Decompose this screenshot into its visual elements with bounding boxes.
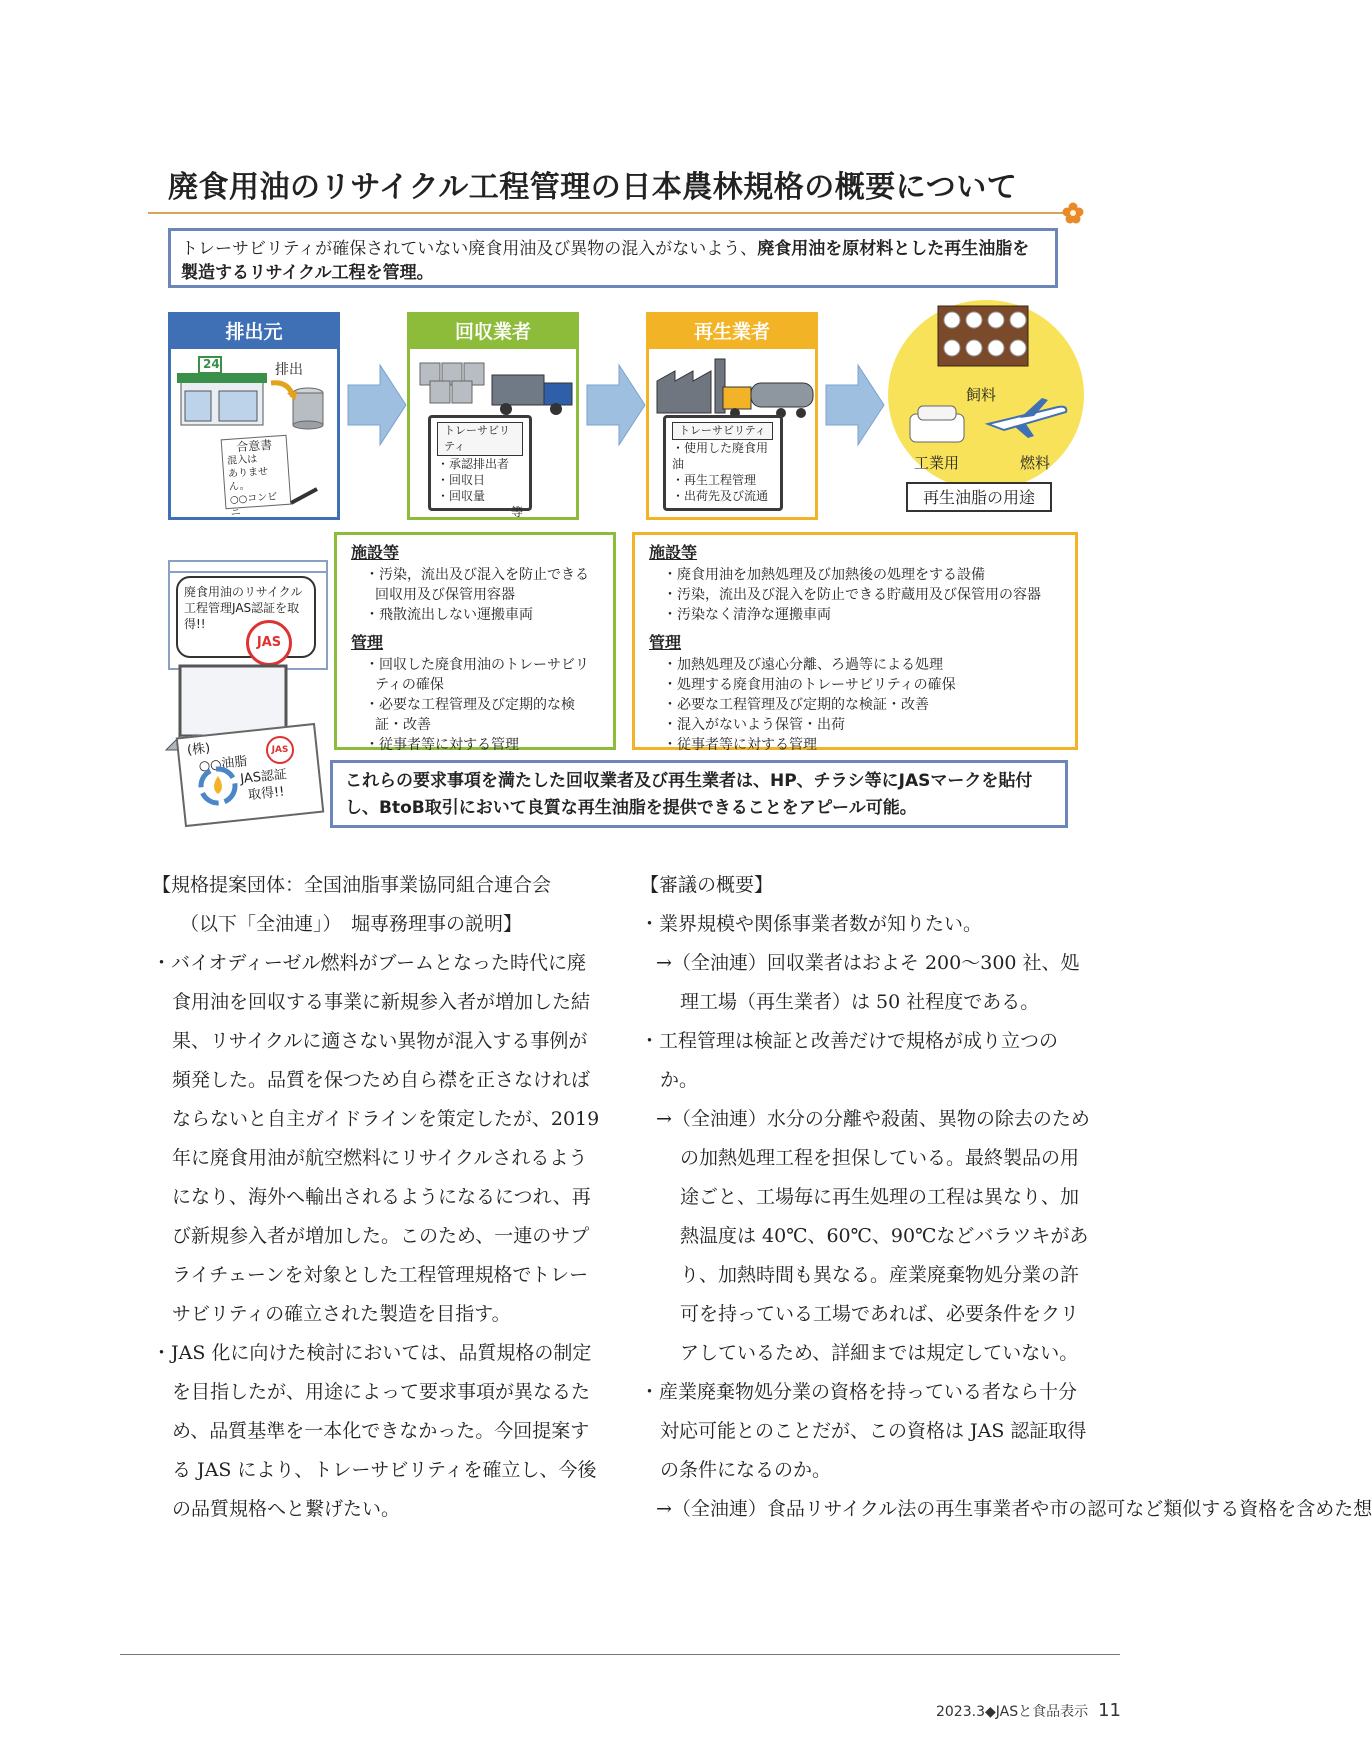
left-paragraph: ・バイオディーゼル燃料がブームとなった時代に廃食用油を回収する事業に新規参入者が増加した結果、リサイクルに適さない異物が混入する事例が頻発した。品質を保つため自ら襟を正さなければならないと自主ガイドラインを策定したが、2019 年に廃食用油が航空燃料にリサイクルされるようになり、海外へ輸出されるようになるにつれ、再び新規参入者が増加した。このため、一連のサプライチェーンを対象とした工程管理規格でトレーサビリティの確立された製造を目指す。 <box>152 952 600 1325</box>
answer-item: →（全油連）回収業者はおよそ 200〜300 社、処理工場（再生業者）は 50 社程度である。 <box>656 952 1080 1013</box>
recycler-header: 再生業者 <box>649 315 815 349</box>
board-item: 等 <box>510 505 523 519</box>
right-column <box>640 866 1372 1529</box>
requirement-item: ・汚染，流出及び混入を防止できる貯蔵用及び保管用の容器 <box>663 587 1041 603</box>
chicken-feed-icon <box>938 304 1028 368</box>
agreement-line: ありません。 <box>227 466 269 493</box>
left-heading: （以下「全油連」） 堀専務理事の説明】 <box>180 913 523 935</box>
requirement-item: ・廃食用油を加熱処理及び加熱後の処理をする設備 <box>663 567 985 583</box>
flow-arrow-icon <box>348 360 408 450</box>
recycler-facility-heading: 施設等 <box>649 543 698 562</box>
use-fuel-label: 燃料 <box>1020 454 1051 472</box>
source-header: 排出元 <box>171 315 337 349</box>
store-sign: 24 <box>203 357 220 371</box>
truck-icon <box>492 369 576 417</box>
page-footer <box>936 1700 1121 1721</box>
left-heading: 【規格提案団体：全国油脂事業協同組合連合会 <box>152 874 552 896</box>
requirement-item: ・汚染，流出及び混入を防止できる回収用及び保管用容器 <box>365 567 589 603</box>
requirement-item: ・従事者等に対する管理 <box>365 737 519 753</box>
board-item: ・回収日 <box>437 473 486 487</box>
collector-header: 回収業者 <box>410 315 576 349</box>
board-item: ・出荷先及び流通 <box>672 489 769 503</box>
airplane-icon <box>984 394 1070 440</box>
requirement-item: ・汚染なく清浄な運搬車両 <box>663 607 831 623</box>
requirement-item: ・加熱処理及び遠心分離、ろ過等による処理 <box>663 657 943 673</box>
issue-label: 2023.3◆JASと食品表示 <box>935 1704 1089 1720</box>
footer-divider <box>120 1654 1120 1655</box>
board-item: ・再生工程管理 <box>672 473 757 487</box>
board-item: ・回収量 <box>437 489 486 503</box>
soap-icon <box>908 404 966 444</box>
requirement-item: ・従事者等に対する管理 <box>663 737 817 753</box>
use-industrial-label: 工業用 <box>914 454 960 472</box>
recycle-oil-icon <box>198 766 238 806</box>
page-number: 11 <box>1098 1700 1121 1721</box>
collector-card <box>407 312 579 520</box>
collector-traceability-board <box>428 415 532 519</box>
intro-bold-text: 廃食用油を原材料とした再生油脂を製造するリサイクル工程を管理。 <box>181 239 1030 283</box>
book-cert: 取得!! <box>247 784 286 804</box>
agreement-line: 混入は <box>226 453 258 467</box>
board-title: トレーサビリティ <box>437 422 523 456</box>
book-company: (株) <box>186 741 211 759</box>
summary-box: これらの要求事項を満たした回収業者及び再生業者は、HP、チラシ等にJASマークを貼付し、BtoB取引において良質な再生油脂を提供できることをアピール可能。 <box>330 760 1068 828</box>
discharge-label: 排出 <box>275 362 303 378</box>
intro-box <box>168 228 1058 288</box>
page-title: 廃食用油のリサイクル工程管理の日本農林規格の概要について <box>168 170 1018 205</box>
flow-arrow-icon <box>587 360 647 450</box>
uses-label-box: 再生油脂の用途 <box>906 482 1052 512</box>
answer-item: →（全油連）食品リサイクル法の再生事業者や市の認可など類似する資格を含めた想 <box>656 1498 1372 1520</box>
flow-arrow-icon <box>826 360 886 450</box>
collector-management-heading: 管理 <box>351 633 384 652</box>
recycler-card <box>646 312 818 520</box>
board-item: ・承認排出者 <box>437 457 510 471</box>
certification-bubble-text: 廃食用油のリサイクル工程管理JAS認証を取得!! <box>184 585 303 631</box>
agreement-document <box>221 435 292 519</box>
agreement-line: ○○コンビニ <box>229 491 278 519</box>
convenience-store-icon <box>177 357 267 427</box>
left-paragraph: ・JAS 化に向けた検討においては、品質規格の制定を目指したが、用途によって要求事項が異なるため、品質基準を一本化できなかった。今回提案する JAS により、トレーサビリティを確立し、今後の品質規格へと繋げたい。 <box>152 1342 597 1520</box>
recycler-traceability-board <box>663 415 783 511</box>
recycler-management-heading: 管理 <box>649 633 682 652</box>
right-heading: 【審議の概要】 <box>640 874 774 896</box>
recycler-requirements <box>632 532 1078 753</box>
requirement-item: ・必要な工程管理及び定期的な検証・改善 <box>365 697 575 733</box>
answer-item: →（全油連）水分の分離や殺菌、異物の除去のための加熱処理工程を担保している。最終製品の用途ごと、工場毎に再生処理の工程は異なり、加熱温度は 40℃、60℃、90℃などバラツキがあり、加熱時間も異なる。産業廃棄物処分業の許可を持っている工場であれば、必要条件をクリアしているため、詳細までは規定していない。 <box>656 1108 1090 1364</box>
board-item: ・使用した廃食用油 <box>672 441 769 471</box>
arrow-curve-icon <box>269 379 299 403</box>
book-jas-mark: JAS <box>266 736 294 764</box>
left-column <box>152 866 600 1529</box>
source-card <box>168 312 340 520</box>
requirement-item: ・混入がないよう保管・出荷 <box>663 717 845 733</box>
collector-facility-heading: 施設等 <box>351 543 400 562</box>
flower-icon <box>1062 202 1084 224</box>
requirement-item: ・回収した廃食用油のトレーサビリティの確保 <box>365 657 589 693</box>
use-feed-label: 飼料 <box>966 386 997 404</box>
question-item: ・業界規模や関係事業者数が知りたい。 <box>640 913 983 935</box>
intro-text: トレーサビリティが確保されていない廃食用油及び異物の混入がないよう、 <box>181 239 758 259</box>
collector-requirements <box>334 532 616 753</box>
requirement-item: ・必要な工程管理及び定期的な検証・改善 <box>663 697 929 713</box>
tanker-truck-icon <box>721 375 815 419</box>
question-item: ・工程管理は検証と改善だけで規格が成り立つのか。 <box>640 1030 1059 1091</box>
agreement-title: 合意書 <box>235 437 273 455</box>
question-item: ・産業廃棄物処分業の資格を持っている者なら十分対応可能とのことだが、この資格は JAS 認証取得の条件になるのか。 <box>640 1381 1087 1481</box>
jas-mark: JAS <box>246 620 292 666</box>
pen-icon <box>289 485 323 505</box>
board-title: トレーサビリティ <box>672 422 773 440</box>
requirement-item: ・飛散流出しない運搬車両 <box>365 607 533 623</box>
requirement-item: ・処理する廃食用油のトレーサビリティの確保 <box>663 677 956 693</box>
title-divider <box>148 212 1068 214</box>
book-company: ○○油脂 <box>198 754 249 775</box>
book-cert: JAS認証 <box>239 767 288 787</box>
